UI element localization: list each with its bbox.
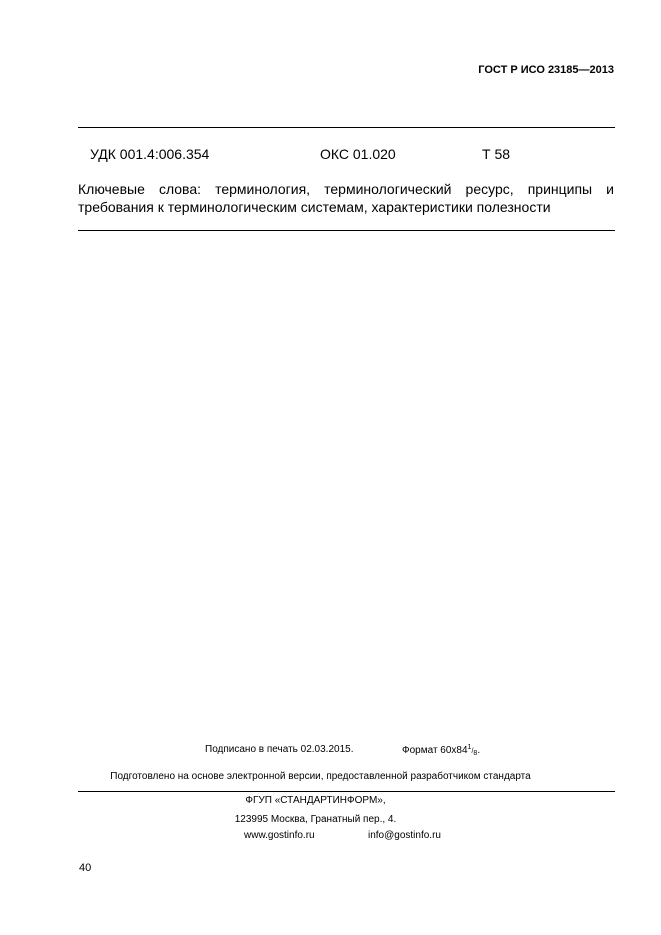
keywords-block: [78, 180, 614, 216]
website-link[interactable]: www.gostinfo.ru: [244, 830, 315, 841]
format-prefix: Формат 60x84: [402, 745, 468, 756]
classification-row: [90, 146, 530, 164]
format-suffix: .: [477, 745, 481, 756]
format-numerator: 1: [467, 744, 472, 751]
imprint-divider: [78, 791, 615, 792]
keywords-line-2: требования к терминологическим системам, характеристики полезности: [78, 199, 551, 215]
publisher-name: ФГУП «СТАНДАРТИНФОРМ»,: [245, 795, 386, 806]
email-link[interactable]: info@gostinfo.ru: [368, 830, 441, 841]
standard-code: ГОСТ Р ИСО 23185—2013: [478, 64, 614, 76]
signed-date: Подписано в печать 02.03.2015.: [205, 744, 354, 755]
top-divider: [78, 127, 615, 128]
paper-format: Формат $60x84^1/_8$.: [402, 744, 481, 757]
keywords-line-1: Ключевые слова: терминология, терминологический ресурс, принципы и: [78, 181, 614, 197]
oks-code: ОКС 01.020: [320, 146, 396, 162]
t-code: Т 58: [482, 146, 511, 162]
prepared-note: Подготовлено на основе электронной версии, предоставленной разработчиком стандарта: [110, 771, 531, 782]
publisher-address: 123995 Москва, Гранатный пер., 4.: [234, 814, 397, 825]
format-denominator: 8: [473, 750, 478, 757]
page-number: 40: [79, 862, 92, 874]
keywords-divider: [78, 230, 615, 231]
udc-code: УДК 001.4:006.354: [90, 146, 210, 162]
